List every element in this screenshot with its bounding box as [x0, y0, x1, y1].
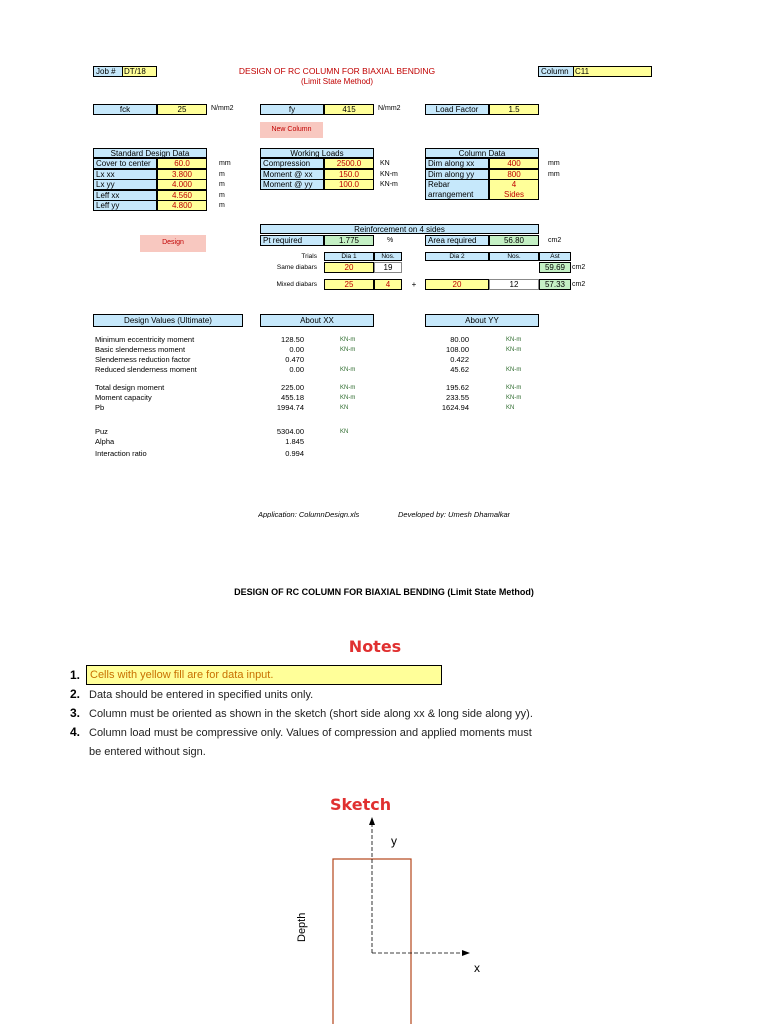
rebar-arrangement-select[interactable]: [489, 179, 539, 200]
depth-label: Depth: [296, 912, 308, 942]
working-load-label: Moment @ yy: [260, 179, 324, 190]
design-value-yy: 0.422: [450, 355, 469, 364]
notes-title: Notes: [348, 637, 402, 656]
design-value-xx-unit: KN: [340, 429, 349, 435]
note-2-text: Data should be entered in specified units only.: [89, 689, 314, 701]
fck-label: fck: [93, 104, 157, 115]
std-data-label: Leff yy: [93, 200, 157, 211]
fy-input[interactable]: 415: [324, 104, 374, 115]
application-name: Application: ColumnDesign.xls: [258, 510, 360, 518]
design-value-xx: 455.18: [281, 393, 304, 402]
working-load-input[interactable]: 150.0: [324, 169, 374, 180]
design-value-label: Puz: [95, 427, 108, 436]
design-value-xx: 0.994: [285, 449, 304, 458]
design-value-yy-unit: KN-m: [506, 385, 522, 391]
same-ast-value: 59.69: [539, 262, 571, 273]
mixed-dia2-input[interactable]: 20: [425, 279, 489, 290]
std-data-unit: mm: [219, 160, 231, 167]
fy-label: fy: [260, 104, 324, 115]
std-data-unit: m: [219, 202, 225, 209]
rebar-value-line2: Sides: [503, 190, 524, 199]
design-values-title: Design Values (Ultimate): [93, 314, 243, 327]
same-ast-unit: cm2: [572, 264, 586, 271]
std-data-input[interactable]: 3.800: [157, 169, 207, 180]
load-factor-label: Load Factor: [425, 104, 489, 115]
design-value-xx: 1994.74: [276, 403, 304, 412]
design-button[interactable]: Design: [140, 235, 206, 252]
dia2-header: Dia 2: [425, 252, 489, 261]
design-value-xx: 128.50: [281, 335, 304, 344]
design-value-xx: 225.00: [281, 383, 304, 392]
page-title: DESIGN OF RC COLUMN FOR BIAXIAL BENDING: [238, 66, 436, 76]
area-unit: cm2: [548, 237, 562, 244]
design-value-xx: 5304.00: [276, 427, 304, 436]
working-load-label: Moment @ xx: [260, 169, 324, 180]
working-load-unit: KN: [380, 160, 390, 167]
design-value-yy: 108.00: [446, 345, 469, 354]
std-data-label: Cover to center: [93, 158, 157, 169]
new-column-button[interactable]: New Column: [260, 122, 323, 138]
reinforcement-title: Reinforcement on 4 sides: [260, 224, 539, 234]
design-value-label: Minimum eccentricity moment: [95, 335, 195, 344]
std-data-label: Lx xx: [93, 169, 157, 180]
std-data-unit: m: [219, 181, 225, 188]
design-value-yy-unit: KN-m: [506, 395, 522, 401]
pt-required-value: 1.775: [324, 235, 374, 246]
about-yy-header: About YY: [425, 314, 539, 327]
std-data-label: Leff xx: [93, 190, 157, 201]
working-loads-title: Working Loads: [260, 148, 374, 158]
design-value-label: Moment capacity: [95, 393, 152, 402]
design-value-label: Slenderness reduction factor: [95, 355, 191, 364]
same-nos-value: 19: [374, 262, 402, 273]
design-value-yy-unit: KN-m: [506, 337, 522, 343]
sketch-title: Sketch: [330, 795, 392, 814]
developer-credit: Developed by: Umesh Dhamalkar: [398, 510, 511, 518]
fy-unit: N/mm2: [378, 105, 401, 112]
pt-required-label: Pt required: [260, 235, 324, 246]
rebar-value-line1: 4: [511, 180, 517, 189]
same-dia-input[interactable]: 20: [324, 262, 374, 273]
note-3-num: 3.: [70, 706, 81, 720]
design-value-label: Reduced slenderness moment: [95, 365, 197, 374]
design-value-xx: 0.470: [285, 355, 304, 364]
design-value-yy: 195.62: [446, 383, 469, 392]
area-required-value: 56.80: [489, 235, 539, 246]
about-xx-header: About XX: [260, 314, 374, 327]
std-data-unit: m: [219, 191, 225, 199]
nos1-header: Nos.: [374, 252, 402, 261]
design-value-xx-unit: KN-m: [340, 385, 356, 391]
design-value-xx: 1.845: [285, 437, 304, 446]
rebar-label-line1: Rebar: [428, 180, 450, 189]
design-value-yy: 233.55: [446, 393, 469, 402]
column-label: Column: [538, 66, 574, 77]
column-data-input[interactable]: 400: [489, 158, 539, 169]
std-data-title: Standard Design Data: [93, 148, 207, 158]
note-1-num: 1.: [70, 668, 81, 682]
working-load-input[interactable]: 100.0: [324, 179, 374, 190]
column-data-label: Dim along yy: [425, 169, 489, 180]
column-data-label: Dim along xx: [425, 158, 489, 169]
design-value-yy: 45.62: [450, 365, 469, 374]
rebar-label-line2: arrangement: [428, 190, 474, 199]
note-4-text: Column load must be compressive only. Values of compression and applied moments must: [89, 727, 532, 739]
design-value-label: Pb: [95, 403, 105, 412]
design-value-label: Total design moment: [95, 383, 165, 392]
same-diabars-label: Same diabars: [276, 264, 317, 271]
column-data-unit: mm: [548, 170, 560, 178]
working-load-input[interactable]: 2500.0: [324, 158, 374, 169]
design-value-xx: 0.00: [289, 365, 304, 374]
job-label: Job #: [96, 67, 116, 76]
design-value-xx-unit: KN-m: [340, 367, 356, 373]
std-data-input[interactable]: 4.800: [157, 200, 207, 211]
working-load-label: Compression: [260, 158, 324, 169]
x-axis-label: x: [474, 961, 480, 975]
design-value-yy: 1624.94: [441, 403, 469, 412]
design-value-xx-unit: KN: [340, 405, 349, 411]
column-data-title: Column Data: [425, 148, 539, 158]
design-value-xx-unit: KN-m: [340, 337, 356, 343]
pt-unit: %: [387, 237, 394, 244]
std-data-input[interactable]: 4.560: [157, 190, 207, 201]
mixed-nos2-value: 12: [489, 279, 539, 290]
page-subtitle: (Limit State Method): [300, 77, 374, 86]
design-value-xx-unit: KN-m: [340, 395, 356, 401]
y-arrow-icon: [369, 817, 375, 825]
dia1-header: Dia 1: [324, 252, 374, 261]
design-value-label: Interaction ratio: [95, 449, 147, 458]
design-value-yy-unit: KN: [506, 405, 515, 411]
mixed-nos1-input[interactable]: 4: [374, 279, 402, 290]
design-value-label: Basic slenderness moment: [95, 345, 186, 354]
note-2-num: 2.: [70, 687, 81, 701]
note-4-continuation: be entered without sign.: [89, 746, 206, 758]
note-1-text: Cells with yellow fill are for data input.: [86, 665, 442, 685]
design-value-yy: 80.00: [450, 335, 469, 344]
load-factor-input[interactable]: 1.5: [489, 104, 539, 115]
mixed-dia1-input[interactable]: 25: [324, 279, 374, 290]
std-data-input[interactable]: 4.000: [157, 179, 207, 190]
std-data-label: Lx yy: [93, 179, 157, 190]
std-data-unit: m: [219, 170, 225, 178]
x-arrow-icon: [462, 950, 470, 956]
column-data-input[interactable]: 800: [489, 169, 539, 180]
std-data-input[interactable]: 60.0: [157, 158, 207, 169]
column-sketch: [300, 815, 500, 1024]
column-data-unit: mm: [548, 160, 560, 167]
job-value-input[interactable]: DT/18: [122, 66, 157, 77]
ast-header: Ast: [539, 252, 571, 261]
design-value-yy-unit: KN-m: [506, 347, 522, 353]
column-value-input[interactable]: C11: [573, 66, 652, 77]
plus-sign: +: [411, 280, 417, 289]
design-value-label: Alpha: [95, 437, 115, 446]
note-3-text: Column must be oriented as shown in the sketch (short side along xx & long side along yy).: [89, 708, 533, 720]
design-value-xx-unit: KN-m: [340, 347, 356, 353]
page2-heading: DESIGN OF RC COLUMN FOR BIAXIAL BENDING (Limit State Method): [234, 587, 534, 597]
design-value-yy-unit: KN-m: [506, 367, 522, 373]
mixed-ast-value: 57.33: [539, 279, 571, 290]
mixed-ast-unit: cm2: [572, 281, 586, 288]
rebar-arrangement-label: [425, 179, 489, 200]
working-load-unit: KN-m: [380, 181, 398, 188]
working-load-unit: KN-m: [380, 170, 398, 178]
fck-unit: N/mm2: [211, 105, 234, 112]
design-value-xx: 0.00: [289, 345, 304, 354]
nos2-header: Nos.: [489, 252, 539, 261]
note-4-num: 4.: [70, 725, 81, 739]
mixed-diabars-label: Mixed diabars: [276, 281, 317, 288]
area-required-label: Area required: [425, 235, 489, 246]
y-axis-label: y: [391, 834, 397, 848]
fck-input[interactable]: 25: [157, 104, 207, 115]
trials-label: Trials: [301, 253, 317, 260]
